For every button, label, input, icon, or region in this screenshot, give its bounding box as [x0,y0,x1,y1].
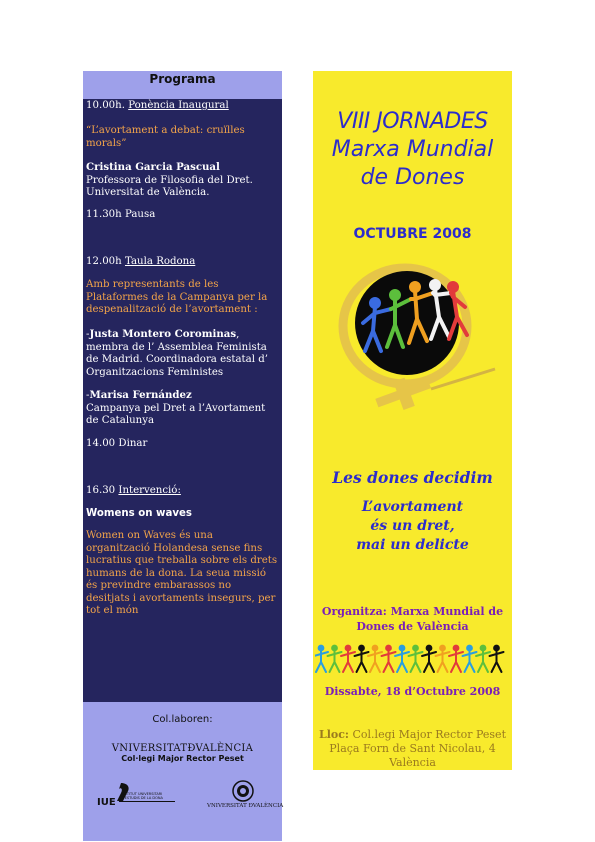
speaker-3 [86,389,278,428]
poster-panel [313,71,512,770]
session-1-heading [86,100,278,113]
wow-description: Women on Waves és una organització Holandesa sense fins lucratius que treballa sobre els drets humans de la dona. La seua missió és previndre embarassos no desitjats i avortaments insegurs, per tot el món [86,530,278,616]
organizer-name: Marxa Mundial de Dones de València [356,605,504,633]
uv-seal-icon [207,779,279,803]
chain-figure [409,646,423,672]
venus-emblem-icon [335,261,505,411]
round-table-desc: Amb representants de les Plataformes de la Campanya per la despenalització de l’avortament : [86,279,268,315]
slogan: Les dones decidim [332,468,493,487]
chain-figure [341,646,355,672]
chain-figure [463,646,477,672]
session-3-title: Intervenció: [118,485,181,496]
uv-seal-text: VNIVERSITAT ĐVALÈNCIA [207,803,284,809]
event-date: Dissabte, 18 d’Octubre 2008 [324,685,501,698]
chain-figure [436,646,450,672]
speaker-1 [86,161,278,200]
title-line-3: de Dones [360,165,465,190]
collaborators [83,702,284,809]
chain-figure [490,646,504,672]
program-panel [83,71,284,809]
speaker-1-name: Cristina Garcia Pascual [86,161,220,173]
lunch-text: 14.00 Dinar [86,438,148,449]
session-1-title: Ponència Inaugural [128,100,229,111]
session-2-heading [86,256,278,269]
speaker-2 [86,328,278,379]
month-year: OCTUBRE 2008 [353,226,472,242]
uv-seal [207,779,284,813]
speaker-3-prefix: - [86,390,90,401]
venue-line-3: València [389,756,436,769]
chain-figure [355,646,369,672]
chain-figure [382,646,396,672]
program-body [83,99,282,702]
session-2-title: Taula Rodona [124,256,196,267]
session-3-time: 16.30 [86,485,116,496]
speaker-2-prefix: - [86,329,90,340]
quote-line-2: és un dret, [370,518,455,534]
iue-letters: IUE [97,797,116,808]
venue-label: Lloc: [318,728,349,741]
venue-line-2: Plaça Forn de Sant Nicolau, 4 [329,742,496,755]
speaker-1-role: Professora de Filosofia del Dret. Universitat de València. [86,174,253,198]
people-chain [315,643,510,675]
organizer-label: Organitza: [321,605,387,618]
venue-line-1: Col.legi Major Rector Peset [349,728,506,741]
chain-figure [449,646,463,672]
chain-figure [395,646,409,672]
speaker-3-role: Campanya pel Dret a l’Avortament de Catalunya [86,402,266,426]
quote-line-3: mai un delicte [356,537,469,553]
talk-title: “L’avortament a debat: cruïlles morals” [86,125,245,149]
title-line-2: Marxa Mundial [331,137,494,162]
uv-logo-text: VNIVERSITATĐVALÈNCIA [111,743,254,754]
speaker-3-name: Marisa Fernández [89,389,192,401]
venue [317,728,508,770]
iue-text: INSTITUT UNIVERSITARI D'ESTUDIS DE LA DONA [121,792,163,800]
session-2-time: 12.00h [86,256,122,267]
session-1-time: 10.00h. [86,100,125,111]
collab-label: Col.laboren: [152,714,213,725]
chain-figure [368,646,382,672]
people-chain-icon [315,643,510,675]
quote-line-1: L’avortament [361,499,464,515]
speaker-2-name: Justa Montero Corominas [89,328,237,340]
title-line-1: VIII JORNADES [337,109,488,134]
chain-figure [328,646,342,672]
wow-title: Womens on waves [86,508,192,519]
speaker-2-role: , membra de l’ Assemblea Feminista de Madrid. Coordinadora estatal d’ Organitzacions Feministes [86,329,268,378]
iue-logo [97,781,177,809]
pause-text: 11.30h Pausa [86,209,156,220]
chain-figure [476,646,490,672]
college-name: Col·legi Major Rector Peset [121,754,244,763]
emblem [335,261,505,411]
program-header: Programa [83,71,282,99]
organizer [319,604,506,634]
chain-figure [422,646,436,672]
session-3-heading [86,485,278,498]
chain-figure [315,646,328,672]
